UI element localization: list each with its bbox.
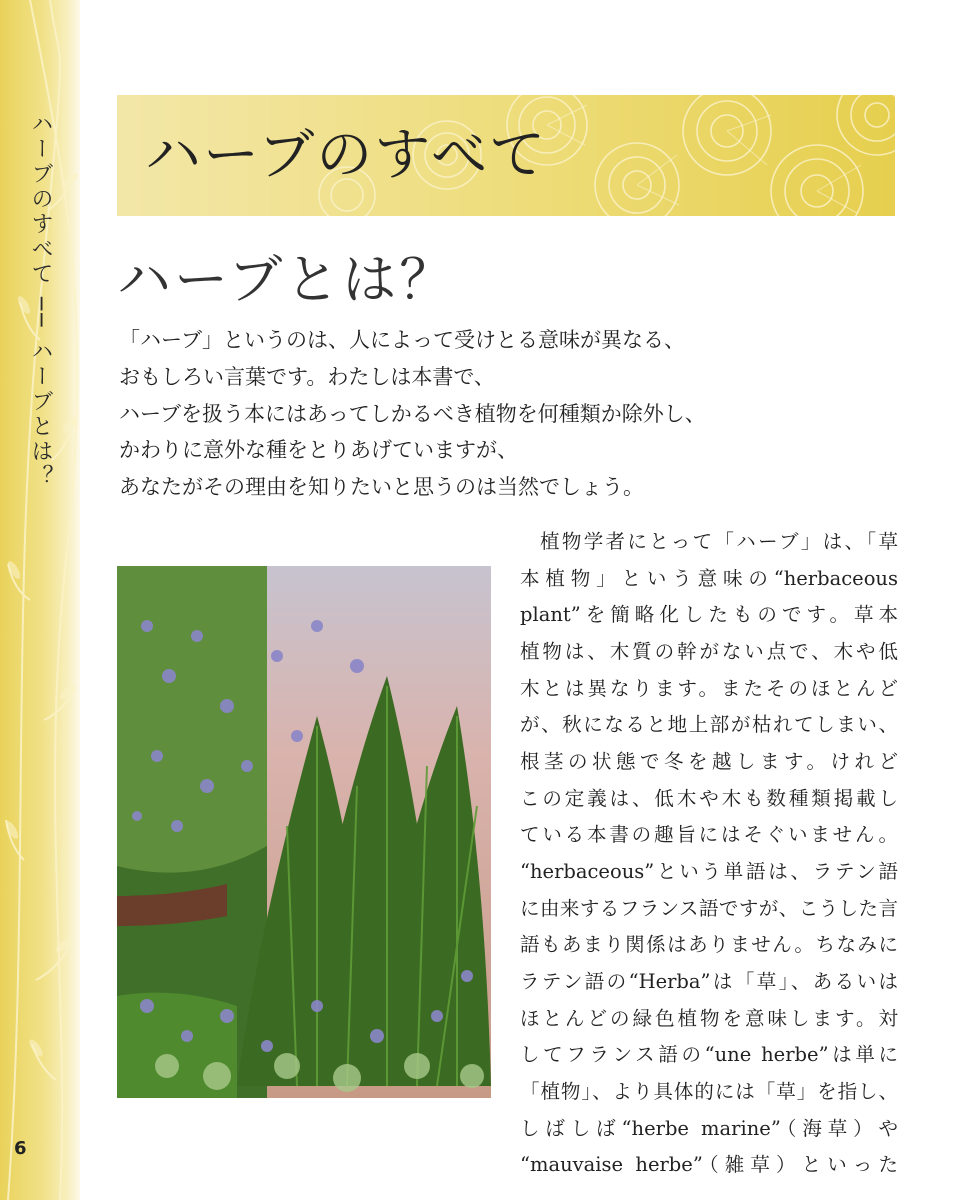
body-text <box>520 524 898 1184</box>
chapter-title: ハーブのすべて <box>145 123 548 188</box>
body-line: “mauvaise herbe”（雑草）といった <box>520 1153 898 1177</box>
body-line: に由来するフランス語ですが、こうした言 <box>520 896 898 920</box>
body-line: 木とは異なります。またそのほとんど <box>520 676 898 700</box>
header-band <box>117 95 895 216</box>
running-head: ハーブのすべて ── ハーブとは？ <box>28 112 53 490</box>
intro-paragraph <box>119 322 899 506</box>
side-band <box>0 0 80 1200</box>
intro-line: あなたがその理由を知りたいと思うのは当然でしょう。 <box>119 475 644 500</box>
body-line: ている本書の趣旨にはそぐいません。 <box>520 823 898 847</box>
intro-line: 「ハーブ」というのは、人によって受けとる意味が異なる、 <box>119 328 685 352</box>
body-line: が、秋になると地上部が枯れてしまい、 <box>520 713 898 737</box>
body-line: 根茎の状態で冬を越します。けれど <box>520 749 898 773</box>
rosemary-catmint-illustration <box>117 566 491 1098</box>
body-line: この定義は、低木や木も数種類掲載し <box>520 786 898 810</box>
intro-line: ハーブを扱う本にはあってしかるべき植物を何種類か除外し、 <box>119 401 706 426</box>
body-line: 語もあまり関係はありません。ちなみに <box>520 933 898 957</box>
body-line: 「植物」、より具体的には「草」を指し、 <box>520 1079 898 1103</box>
body-line: 植物は、木質の幹がない点で、木や低 <box>520 639 898 663</box>
body-line: 本植物」という意味の“herbaceous <box>520 566 898 590</box>
herb-photo <box>117 566 491 1098</box>
intro-line: おもしろい言葉です。わたしは本書で、 <box>119 364 495 389</box>
body-line: ラテン語の“Herba”は「草」、あるいは <box>520 969 898 993</box>
body-line: 植物学者にとって「ハーブ」は、「草 <box>540 530 898 553</box>
body-line: “herbaceous”という単語は、ラテン語 <box>520 859 898 883</box>
body-line: してフランス語の“une herbe”は単に <box>520 1043 898 1067</box>
body-line: しばしば“herbe marine”（海草）や <box>520 1116 898 1140</box>
page-number: 6 <box>14 1138 27 1159</box>
body-line: ほとんどの緑色植物を意味します。対 <box>520 1006 898 1030</box>
body-line: plant”を簡略化したものです。草本 <box>520 603 898 627</box>
section-title: ハーブとは？ <box>117 248 457 311</box>
intro-line: かわりに意外な種をとりあげていますが、 <box>119 438 518 463</box>
